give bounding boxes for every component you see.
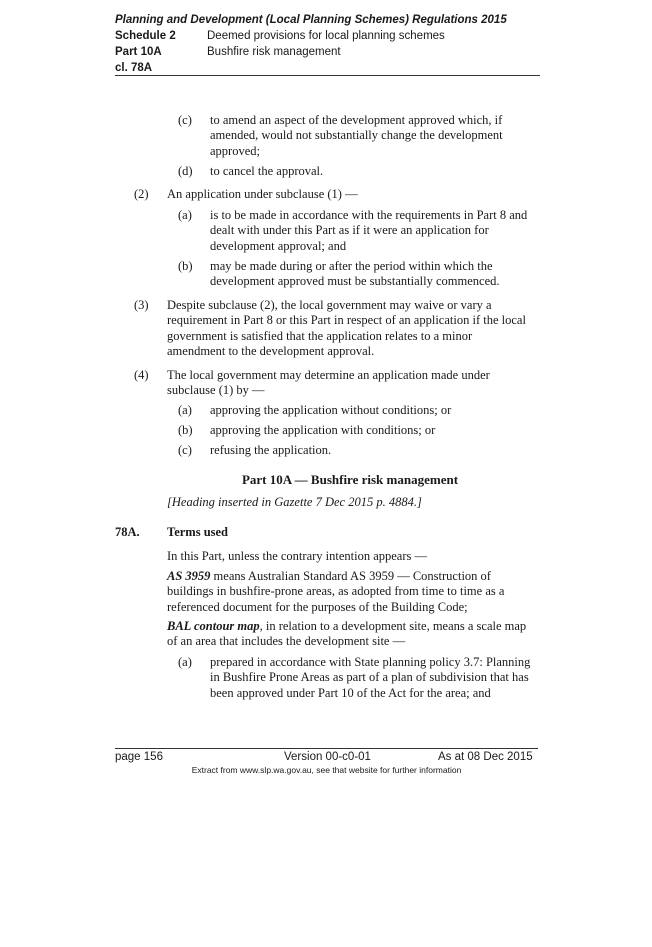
header-value: Deemed provisions for local planning schemes <box>207 30 445 42</box>
paragraph-label: (d) <box>178 164 193 178</box>
paragraph-label: (c) <box>178 113 192 127</box>
subclause-label: (2) <box>134 187 149 201</box>
regulation-title: Planning and Development (Local Planning Schemes) Regulations 2015 <box>115 14 507 26</box>
page-number: page 156 <box>115 751 163 763</box>
heading-note: [Heading inserted in Gazette 7 Dec 2015 p. 4884.] <box>167 495 422 509</box>
paragraph-text: approving the application without conditions; or <box>210 403 452 417</box>
defined-term: AS 3959 <box>167 569 211 583</box>
part-heading: Part 10A — Bushfire risk management <box>241 472 459 487</box>
paragraph-label: (a) <box>178 403 192 417</box>
paragraph-text: to amend an aspect of the development approved which, if amended, would not substantially change the development approved; <box>210 113 503 158</box>
subclause-label: (4) <box>134 368 149 382</box>
header-divider <box>115 75 540 76</box>
footer-divider <box>115 748 538 749</box>
defined-term: BAL contour map <box>167 619 260 633</box>
paragraph-text: to cancel the approval. <box>210 164 324 178</box>
paragraph-text: approving the application with conditions; or <box>210 423 436 437</box>
paragraph-text: may be made during or after the period within which the development approved must be substantially commenced. <box>210 259 500 289</box>
header-key: Schedule 2 <box>115 30 176 42</box>
subclause-text: An application under subclause (1) — <box>167 187 358 201</box>
paragraph-label: (b) <box>178 423 193 437</box>
paragraph-label: (a) <box>178 208 192 222</box>
subclause-text: Despite subclause (2), the local government may waive or vary a requirement in Part 8 or this Part in respect of an application if the local government is satisfied that the application relates to a minor amendment to the development approval. <box>167 298 526 358</box>
subclause-label: (3) <box>134 298 149 312</box>
definition-text: , in relation to a development site, means a scale map of an area that includes the development site — <box>167 619 527 649</box>
version-label: Version 00-c0-01 <box>284 751 371 763</box>
header-value: Bushfire risk management <box>207 46 341 58</box>
paragraph-label: (b) <box>178 259 193 273</box>
clause-intro: In this Part, unless the contrary intention appears — <box>167 549 428 563</box>
header-key: cl. 78A <box>115 62 153 74</box>
clause-title: Terms used <box>167 525 229 539</box>
extract-notice: Extract from www.slp.wa.gov.au, see that website for further information <box>191 765 462 775</box>
header-key: Part 10A <box>115 46 162 58</box>
subclause-text: The local government may determine an application made under subclause (1) by — <box>167 368 490 398</box>
definition-as3959 <box>167 569 529 615</box>
paragraph-label: (a) <box>178 655 192 669</box>
definition-text: means Australian Standard AS 3959 — Construction of buildings in bushfire-prone areas, as adopted from time to time as a referenced document for the purposes of the Building Code; <box>167 569 505 614</box>
paragraph-text: prepared in accordance with State planning policy 3.7: Planning in Bushfire Prone Areas as part of a plan of subdivision that has been approved under Part 10 of the Act for the area; and <box>210 655 531 700</box>
paragraph-text: is to be made in accordance with the requirements in Part 8 and dealt with under this Part as if it were an application for development approval; and <box>210 208 528 253</box>
paragraph-label: (c) <box>178 443 192 457</box>
definition-bal-contour-map <box>167 619 529 650</box>
clause-number: 78A. <box>115 525 140 539</box>
paragraph-text: refusing the application. <box>210 443 332 457</box>
as-at-date: As at 08 Dec 2015 <box>438 751 533 763</box>
